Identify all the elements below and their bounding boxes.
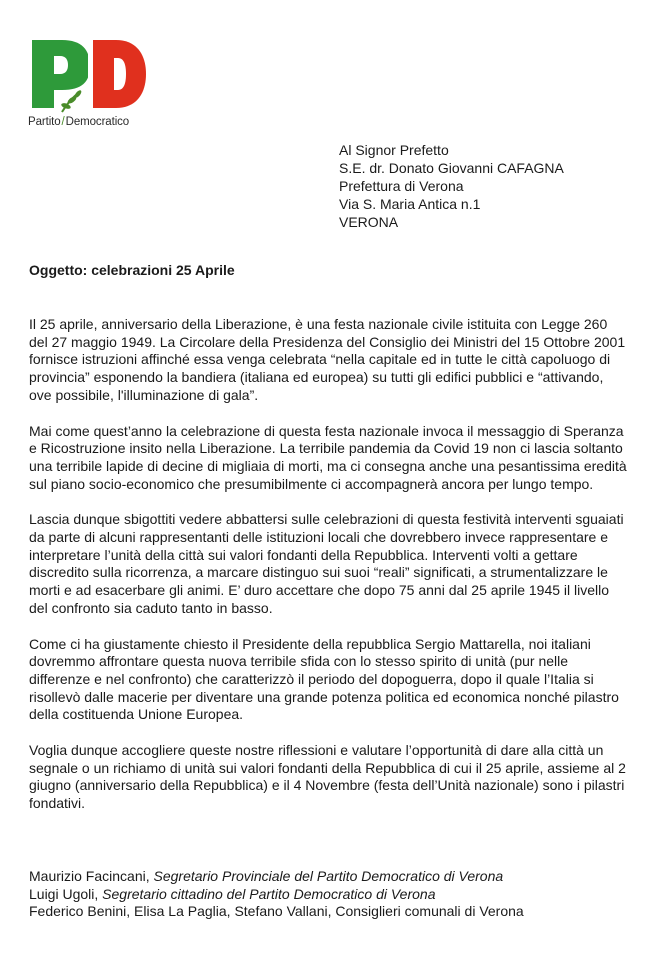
signature-line [29, 886, 629, 904]
addressee-block [339, 141, 564, 231]
addressee-line: VERONA [339, 214, 399, 230]
subject-line: Oggetto: celebrazioni 25 Aprile [29, 262, 235, 278]
letter-body [29, 316, 629, 831]
pd-logo-icon [28, 34, 150, 114]
signature-block [29, 868, 629, 921]
logo-separator: / [61, 116, 65, 128]
signer-name: Maurizio Facincani, [29, 868, 154, 884]
logo-wordmark [28, 116, 150, 128]
signer-name: Federico Benini, Elisa La Paglia, Stefano Vallani, Consiglieri comunali di Verona [29, 903, 524, 920]
signer-role: Segretario Provinciale del Partito Democratico di Verona [153, 868, 504, 884]
signature-line [29, 868, 629, 886]
addressee-line: Via S. Maria Antica n.1 [339, 196, 481, 212]
addressee-line: Prefettura di Verona [339, 178, 464, 194]
body-paragraph: Il 25 aprile, anniversario della Liberazione, è una festa nazionale civile istituita con Legge 260 del 27 maggio 1949. La Circolare della Presidenza del Consiglio dei Ministri del 15 Ottobre 2001 fornisce istruzioni affinché essa venga celebrata “nella capitale ed in tutte le città capoluogo di provincia” esponendo la bandiera (italiana ed europea) su tutti gli edifici pubblici e “attivando, ove possibile, l'illuminazione di gala”. [29, 316, 626, 403]
logo-text-right: Democratico [65, 116, 130, 128]
party-logo [28, 34, 150, 130]
body-paragraph: Mai come quest’anno la celebrazione di questa festa nazionale invoca il messaggio di Speranza e Ricostruzione insito nella Liberazione. La terribile pandemia da Covid 19 non ci lascia soltanto una terribile lapide di decine di migliaia di morti, ma ci consegna anche una pesantissima eredità sul piano socio-economico che presumibilmente ci accompagnerà ancora per lungo tempo. [29, 422, 627, 492]
signature-line [29, 903, 629, 921]
body-paragraph: Lascia dunque sbigottiti vedere abbattersi sulle celebrazioni di questa festività interventi sguaiati da parte di alcuni rappresentanti delle istituzioni locali che dovrebbero invece rappresentare e interpretare l’unità della città sui valori fondanti della Repubblica. Interventi volti a gettare discredito sulla ricorrenza, a marcare distinguo sui suoi “reali” significati, a strumentalizzare le morti e ad esacerbare gli animi. E’ duro accettare che dopo 75 anni dal 25 aprile 1945 il livello del confronto sia caduto tanto in basso. [29, 511, 624, 616]
body-paragraph: Voglia dunque accogliere queste nostre riflessioni e valutare l’opportunità di dare alla città un segnale o un richiamo di unità sui valori fondanti della Repubblica di cui il 25 aprile, assieme al 2 giugno (anniversario della Repubblica) e il 4 Novembre (festa dell’Unità nazionale) sono i pilastri fondativi. [29, 742, 626, 812]
addressee-line: S.E. dr. Donato Giovanni CAFAGNA [339, 160, 564, 176]
signer-role: Segretario cittadino del Partito Democratico di Verona [102, 885, 436, 902]
logo-text-left: Partito [28, 116, 61, 128]
body-paragraph: Come ci ha giustamente chiesto il Presidente della repubblica Sergio Mattarella, noi italiani dovremmo affrontare questa nuova terribile sfida con lo stesso spirito di unità (pur nelle differenze e nel confronto) che caratterizzò il periodo del dopoguerra, dopo il quale l’Italia si risollevò dalle macerie per diventare una grande potenza politica ed economica nonché pilastro della costituenda Unione Europea. [29, 635, 619, 723]
addressee-line: Al Signor Prefetto [339, 142, 449, 158]
signer-name: Luigi Ugoli, [29, 885, 103, 902]
